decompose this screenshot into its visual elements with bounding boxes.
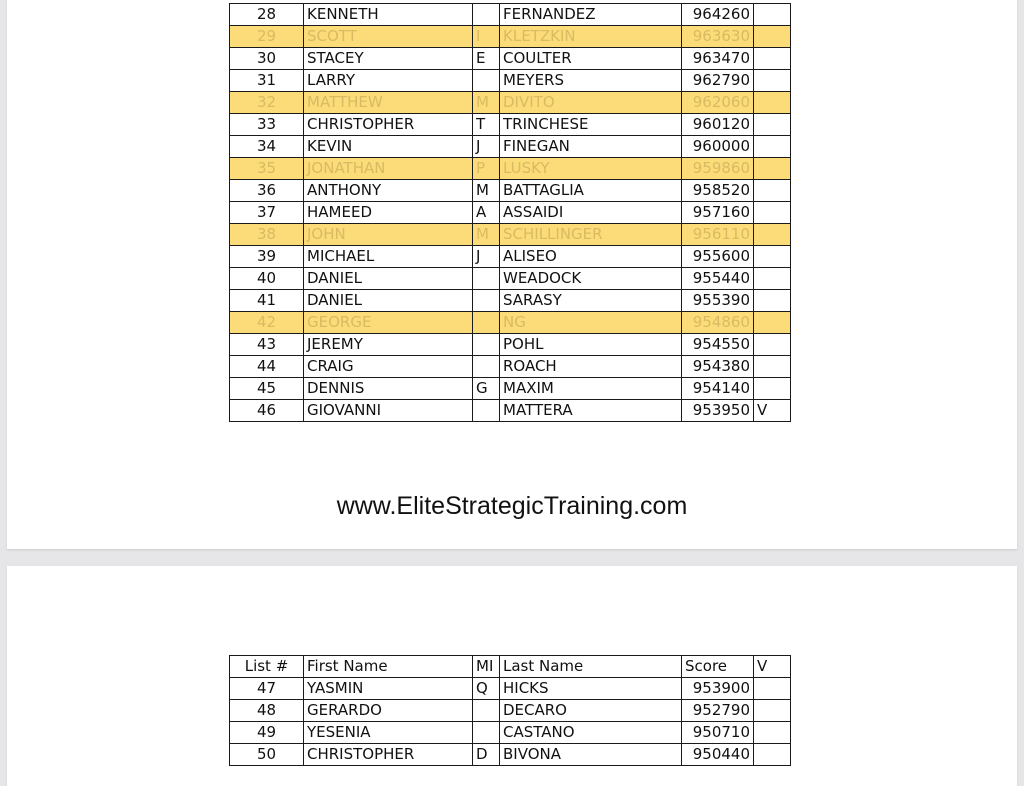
cell-first-name: KENNETH — [304, 4, 473, 26]
cell-middle-initial: A — [473, 202, 500, 224]
cell-v — [754, 678, 791, 700]
cell-list-number: 38 — [230, 224, 304, 246]
candidate-list-table-page-2 — [229, 655, 791, 766]
table-row — [230, 312, 791, 334]
cell-middle-initial: P — [473, 158, 500, 180]
candidate-list-table-page-1 — [229, 3, 791, 422]
table-row — [230, 92, 791, 114]
cell-score: 953900 — [682, 678, 754, 700]
cell-last-name: BIVONA — [500, 744, 682, 766]
cell-last-name: POHL — [500, 334, 682, 356]
table-row — [230, 114, 791, 136]
table-row — [230, 744, 791, 766]
cell-middle-initial: M — [473, 92, 500, 114]
cell-list-number: 45 — [230, 378, 304, 400]
cell-v — [754, 158, 791, 180]
cell-v — [754, 92, 791, 114]
cell-list-number: 43 — [230, 334, 304, 356]
cell-score: 954550 — [682, 334, 754, 356]
table-row — [230, 48, 791, 70]
cell-v — [754, 26, 791, 48]
table-row — [230, 334, 791, 356]
header-list-number: List # — [230, 656, 304, 678]
cell-middle-initial — [473, 356, 500, 378]
cell-middle-initial — [473, 312, 500, 334]
cell-score: 960000 — [682, 136, 754, 158]
cell-middle-initial — [473, 268, 500, 290]
cell-first-name: CHRISTOPHER — [304, 114, 473, 136]
cell-first-name: GERARDO — [304, 700, 473, 722]
cell-middle-initial: M — [473, 180, 500, 202]
table-row — [230, 224, 791, 246]
cell-v — [754, 70, 791, 92]
cell-list-number: 32 — [230, 92, 304, 114]
cell-list-number: 50 — [230, 744, 304, 766]
cell-last-name: FERNANDEZ — [500, 4, 682, 26]
cell-score: 964260 — [682, 4, 754, 26]
cell-score: 959860 — [682, 158, 754, 180]
cell-last-name: MEYERS — [500, 70, 682, 92]
document-page-2 — [7, 566, 1017, 786]
cell-score: 950710 — [682, 722, 754, 744]
table-row — [230, 26, 791, 48]
cell-middle-initial: T — [473, 114, 500, 136]
cell-middle-initial: G — [473, 378, 500, 400]
cell-list-number: 42 — [230, 312, 304, 334]
cell-last-name: DECARO — [500, 700, 682, 722]
cell-last-name: SARASY — [500, 290, 682, 312]
cell-v — [754, 48, 791, 70]
cell-score: 957160 — [682, 202, 754, 224]
cell-middle-initial — [473, 290, 500, 312]
cell-v — [754, 4, 791, 26]
table-row — [230, 70, 791, 92]
cell-score: 955440 — [682, 268, 754, 290]
cell-middle-initial — [473, 70, 500, 92]
cell-list-number: 37 — [230, 202, 304, 224]
cell-first-name: MATTHEW — [304, 92, 473, 114]
cell-list-number: 39 — [230, 246, 304, 268]
cell-score: 955600 — [682, 246, 754, 268]
cell-v — [754, 268, 791, 290]
cell-score: 963470 — [682, 48, 754, 70]
cell-list-number: 41 — [230, 290, 304, 312]
cell-last-name: NG — [500, 312, 682, 334]
header-first-name: First Name — [304, 656, 473, 678]
cell-middle-initial: J — [473, 246, 500, 268]
cell-v — [754, 224, 791, 246]
cell-last-name: MATTERA — [500, 400, 682, 422]
cell-first-name: HAMEED — [304, 202, 473, 224]
cell-first-name: GIOVANNI — [304, 400, 473, 422]
cell-last-name: MAXIM — [500, 378, 682, 400]
cell-last-name: ROACH — [500, 356, 682, 378]
table-row — [230, 268, 791, 290]
cell-middle-initial — [473, 4, 500, 26]
cell-last-name: KLETZKIN — [500, 26, 682, 48]
cell-last-name: CASTANO — [500, 722, 682, 744]
cell-score: 960120 — [682, 114, 754, 136]
cell-middle-initial — [473, 334, 500, 356]
cell-score: 950440 — [682, 744, 754, 766]
cell-first-name: DANIEL — [304, 290, 473, 312]
cell-list-number: 33 — [230, 114, 304, 136]
table-row — [230, 678, 791, 700]
cell-first-name: JOHN — [304, 224, 473, 246]
cell-first-name: DENNIS — [304, 378, 473, 400]
cell-list-number: 46 — [230, 400, 304, 422]
table-row — [230, 202, 791, 224]
cell-list-number: 29 — [230, 26, 304, 48]
cell-list-number: 49 — [230, 722, 304, 744]
cell-score: 956110 — [682, 224, 754, 246]
table-row — [230, 378, 791, 400]
cell-middle-initial: J — [473, 136, 500, 158]
cell-middle-initial: M — [473, 224, 500, 246]
cell-last-name: ASSAIDI — [500, 202, 682, 224]
table-row — [230, 290, 791, 312]
cell-middle-initial: D — [473, 744, 500, 766]
document-page-1 — [7, 0, 1017, 549]
cell-list-number: 31 — [230, 70, 304, 92]
cell-v — [754, 744, 791, 766]
table-row — [230, 180, 791, 202]
cell-v — [754, 290, 791, 312]
cell-first-name: SCOTT — [304, 26, 473, 48]
cell-middle-initial — [473, 400, 500, 422]
table-row — [230, 356, 791, 378]
cell-first-name: JONATHAN — [304, 158, 473, 180]
cell-last-name: LUSKY — [500, 158, 682, 180]
cell-v — [754, 136, 791, 158]
cell-first-name: YESENIA — [304, 722, 473, 744]
cell-last-name: FINEGAN — [500, 136, 682, 158]
cell-v — [754, 114, 791, 136]
table-row — [230, 722, 791, 744]
cell-middle-initial — [473, 722, 500, 744]
cell-v — [754, 246, 791, 268]
cell-first-name: STACEY — [304, 48, 473, 70]
cell-middle-initial: E — [473, 48, 500, 70]
header-last-name: Last Name — [500, 656, 682, 678]
cell-v — [754, 180, 791, 202]
cell-first-name: MICHAEL — [304, 246, 473, 268]
cell-score: 954380 — [682, 356, 754, 378]
table-row — [230, 4, 791, 26]
cell-last-name: ALISEO — [500, 246, 682, 268]
table-row — [230, 136, 791, 158]
cell-score: 962060 — [682, 92, 754, 114]
cell-list-number: 34 — [230, 136, 304, 158]
header-middle-initial: MI — [473, 656, 500, 678]
cell-score: 954860 — [682, 312, 754, 334]
cell-v — [754, 700, 791, 722]
cell-last-name: COULTER — [500, 48, 682, 70]
cell-last-name: TRINCHESE — [500, 114, 682, 136]
cell-last-name: DIVITO — [500, 92, 682, 114]
cell-first-name: LARRY — [304, 70, 473, 92]
cell-last-name: SCHILLINGER — [500, 224, 682, 246]
cell-last-name: WEADOCK — [500, 268, 682, 290]
table-row — [230, 158, 791, 180]
cell-v — [754, 722, 791, 744]
cell-score: 958520 — [682, 180, 754, 202]
cell-list-number: 44 — [230, 356, 304, 378]
cell-v: V — [754, 400, 791, 422]
cell-first-name: YASMIN — [304, 678, 473, 700]
cell-middle-initial: I — [473, 26, 500, 48]
cell-last-name: BATTAGLIA — [500, 180, 682, 202]
header-v: V — [754, 656, 791, 678]
cell-score: 963630 — [682, 26, 754, 48]
cell-score: 962790 — [682, 70, 754, 92]
cell-last-name: HICKS — [500, 678, 682, 700]
cell-middle-initial: Q — [473, 678, 500, 700]
cell-first-name: JEREMY — [304, 334, 473, 356]
cell-list-number: 48 — [230, 700, 304, 722]
cell-first-name: CRAIG — [304, 356, 473, 378]
table-row — [230, 246, 791, 268]
cell-first-name: KEVIN — [304, 136, 473, 158]
table-header-row — [230, 656, 791, 678]
cell-first-name: GEORGE — [304, 312, 473, 334]
table-row — [230, 400, 791, 422]
cell-list-number: 30 — [230, 48, 304, 70]
cell-v — [754, 202, 791, 224]
footer-url[interactable]: www.EliteStrategicTraining.com — [336, 492, 688, 520]
cell-score: 953950 — [682, 400, 754, 422]
cell-middle-initial — [473, 700, 500, 722]
header-score: Score — [682, 656, 754, 678]
cell-v — [754, 334, 791, 356]
cell-list-number: 35 — [230, 158, 304, 180]
cell-score: 954140 — [682, 378, 754, 400]
cell-list-number: 47 — [230, 678, 304, 700]
cell-first-name: CHRISTOPHER — [304, 744, 473, 766]
cell-score: 955390 — [682, 290, 754, 312]
cell-v — [754, 312, 791, 334]
cell-first-name: DANIEL — [304, 268, 473, 290]
cell-first-name: ANTHONY — [304, 180, 473, 202]
cell-v — [754, 356, 791, 378]
cell-list-number: 28 — [230, 4, 304, 26]
table-row — [230, 700, 791, 722]
cell-score: 952790 — [682, 700, 754, 722]
cell-v — [754, 378, 791, 400]
cell-list-number: 36 — [230, 180, 304, 202]
cell-list-number: 40 — [230, 268, 304, 290]
